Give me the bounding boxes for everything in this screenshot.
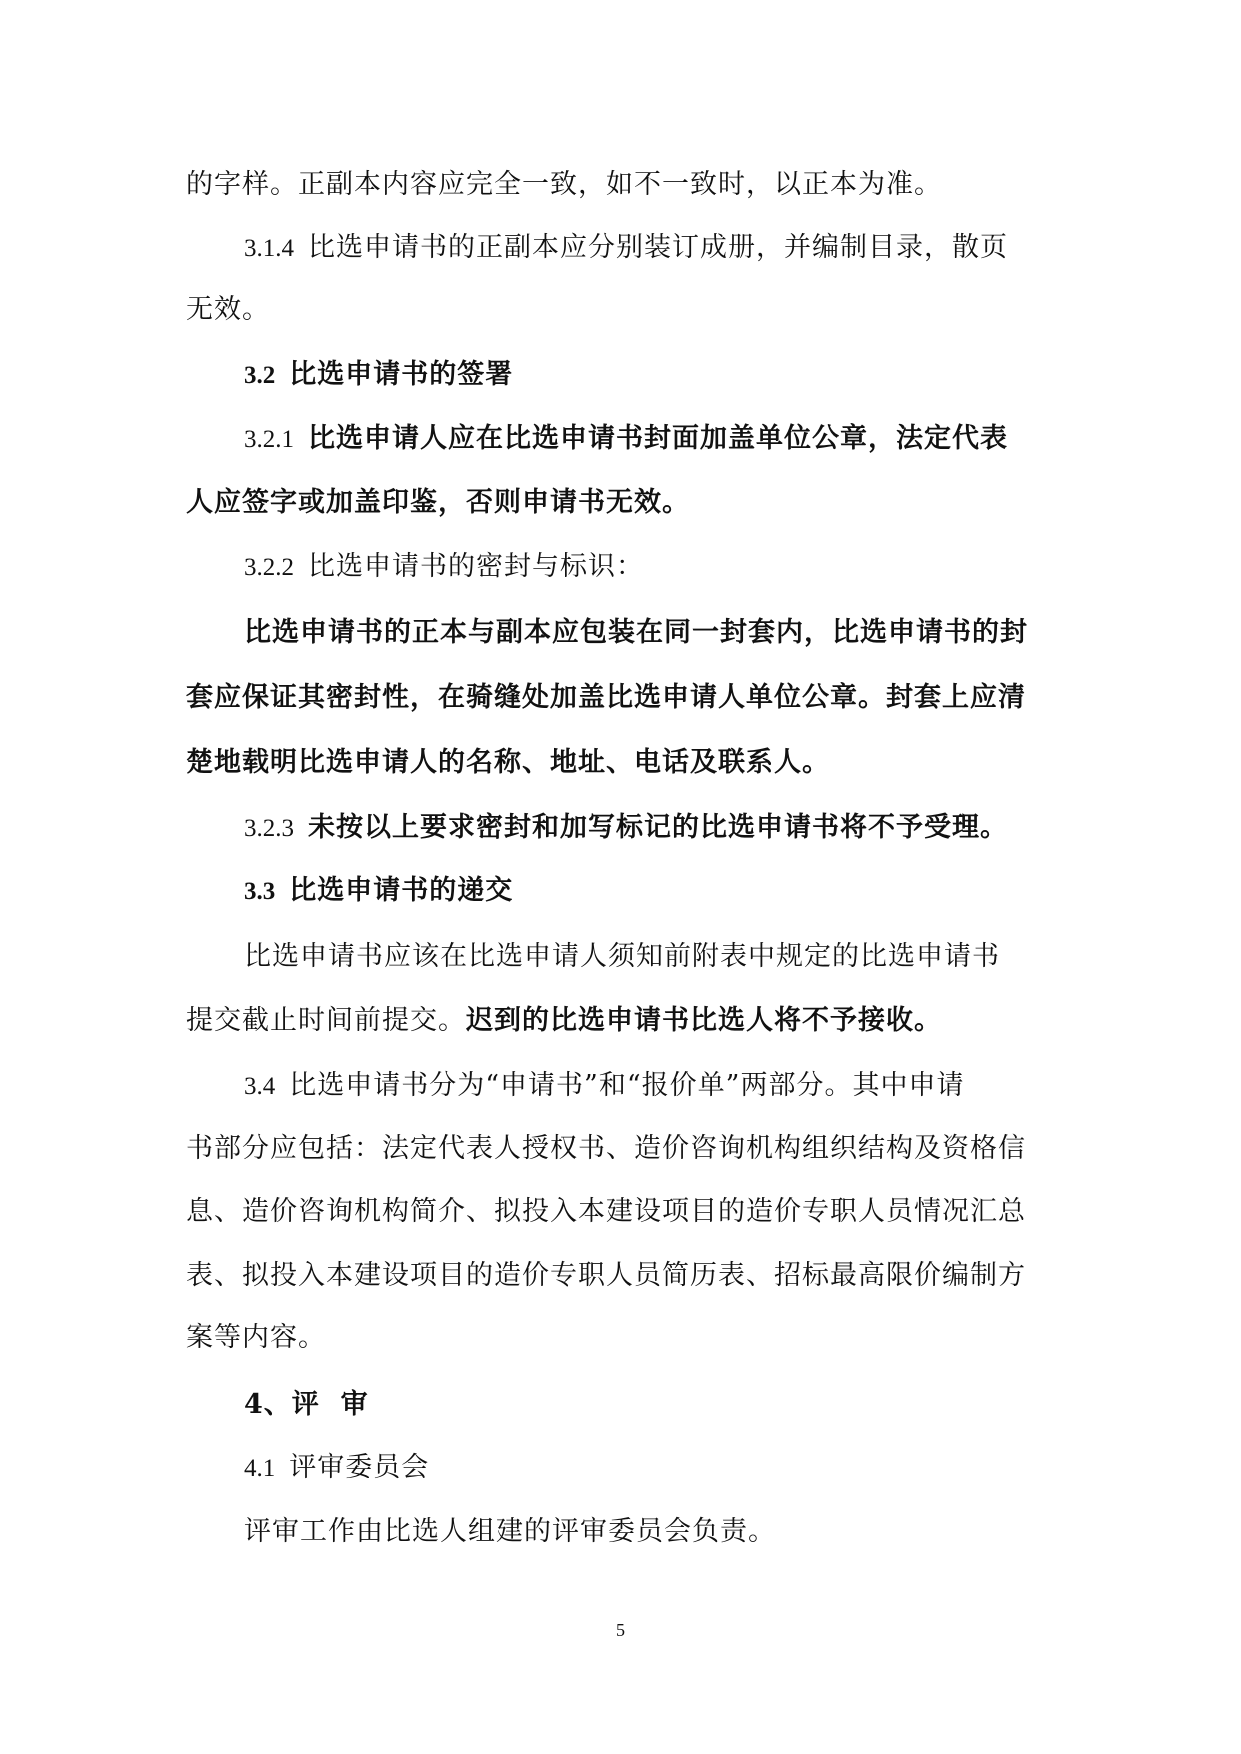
bold-body-text: 未按以上要求密封和加写标记的比选申请书将不予受理。 [308,812,1008,843]
clause-number: 3.2.2 [244,554,294,581]
paragraph-line [186,165,942,205]
paragraph-line [244,937,1000,977]
body-text: 评审工作由比选人组建的评审委员会负责。 [244,1516,776,1547]
clause-number: 4.1 [244,1455,276,1482]
body-text: 息、造价咨询机构简介、拟投入本建设项目的造价专职人员情况汇总 [186,1196,1026,1227]
paragraph-line [244,1066,964,1106]
section-title: 比选申请书的签署 [289,359,514,390]
paragraph-line [244,419,1008,459]
bold-body-text: 比选申请人应在比选申请书封面加盖单位公章，法定代表 [308,423,1008,454]
bold-body-text: 迟到的比选申请书比选人将不予接收。 [466,1005,942,1036]
section-number: 4、 [244,1389,292,1420]
section-heading [244,355,513,395]
body-text: 评审委员会 [289,1452,430,1483]
section-number: 3.2 [244,362,276,389]
paragraph-line [186,1001,942,1041]
paragraph-line [186,483,690,523]
section-title: 评 审 [291,1389,369,1420]
paragraph-line [186,1129,1026,1169]
body-text: 比选申请书应该在比选申请人须知前附表中规定的比选申请书 [244,941,1000,972]
body-text: 比选申请书的密封与标识： [308,551,644,582]
body-text: 表、拟投入本建设项目的造价专职人员简历表、招标最高限价编制方 [186,1260,1026,1291]
paragraph-line [186,1318,326,1358]
bold-body-text: 比选申请书的正本与副本应包装在同一封套内，比选申请书的封 [244,617,1028,648]
paragraph-line [244,808,1008,848]
body-text: 比选申请书的正副本应分别装订成册，并编制目录，散页 [308,232,1008,263]
paragraph-line [186,1256,1026,1296]
bold-body-text: 楚地载明比选申请人的名称、地址、电话及联系人。 [186,747,830,778]
section-number: 3.3 [244,878,276,905]
paragraph-line [244,1512,776,1552]
body-text: 案等内容。 [186,1322,326,1353]
clause-number: 3.4 [244,1073,276,1100]
clause-number: 3.1.4 [244,235,294,262]
page-number: 5 [616,1620,625,1640]
paragraph-line [244,613,1028,653]
section-title: 比选申请书的递交 [289,875,514,906]
clause-number: 3.2.3 [244,815,294,842]
clause-number: 3.2.1 [244,426,294,453]
body-text: 提交截止时间前提交。 [186,1005,466,1036]
body-text: 书部分应包括：法定代表人授权书、造价咨询机构组织结构及资格信 [186,1133,1026,1164]
paragraph-line [186,678,1026,718]
paragraph-line [186,1192,1026,1232]
body-text: 的字样。正副本内容应完全一致，如不一致时，以正本为准。 [186,169,942,200]
section-heading [244,1385,369,1425]
bold-body-text: 人应签字或加盖印鉴，否则申请书无效。 [186,487,690,518]
body-text: 比选申请书分为“申请书”和“报价单”两部分。其中申请 [289,1070,965,1101]
paragraph-line [244,547,644,587]
section-heading [244,871,513,911]
paragraph-line [244,1448,429,1488]
paragraph-line [186,743,830,783]
bold-body-text: 套应保证其密封性，在骑缝处加盖比选申请人单位公章。封套上应清 [186,682,1026,713]
paragraph-line [244,228,1008,268]
paragraph-line [186,290,270,330]
body-text: 无效。 [186,294,270,325]
